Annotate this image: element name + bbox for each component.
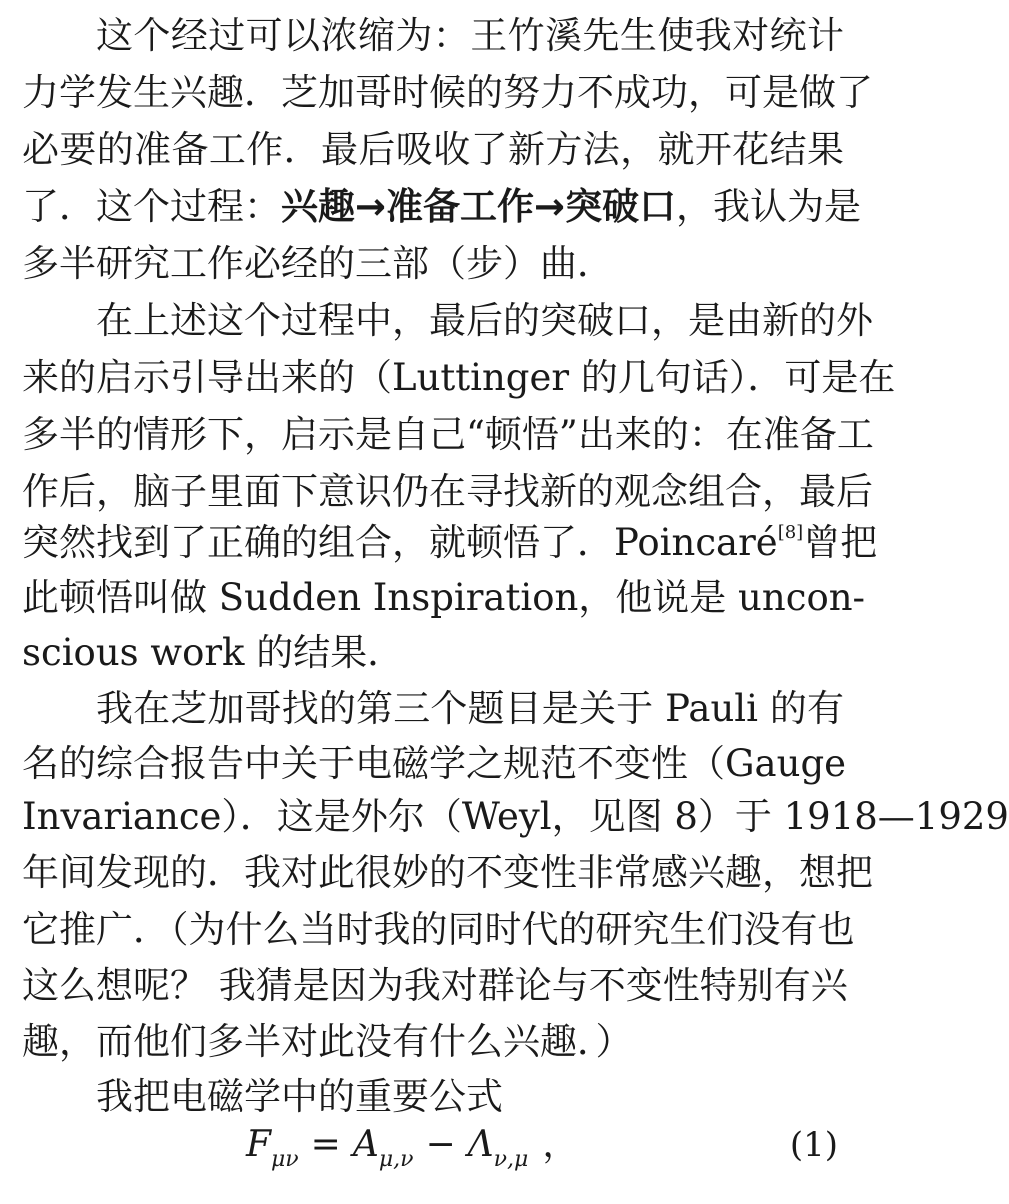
eq-minus: − [425, 1124, 456, 1165]
paragraph-1-line-5: 多半研究工作必经的三部（步）曲． [22, 242, 614, 285]
paragraph-3-line-6: 这么想呢？ 我猜是因为我对群论与不变性特别有兴 [22, 964, 848, 1007]
line-4-prefix: 了．这个过程： [22, 185, 281, 228]
paragraph-1-line-3: 必要的准备工作．最后吸收了新方法，就开花结果 [22, 128, 844, 171]
paragraph-4-line-1: 我把电磁学中的重要公式 [96, 1075, 503, 1118]
line-5-prefix: 突然找到了正确的组合，就顿悟了．Poincaré [22, 521, 778, 564]
paragraph-2-line-3: 多半的情形下，启示是自己“顿悟”出来的：在准备工 [22, 413, 874, 456]
eq-term2-subscript: ν,μ [493, 1147, 529, 1172]
paragraph-3-line-5: 它推广．（为什么当时我的同时代的研究生们没有也 [22, 908, 855, 951]
process-emphasis: 兴趣→准备工作→突破口 [281, 185, 677, 228]
paragraph-2-line-1: 在上述这个过程中，最后的突破口，是由新的外 [96, 299, 873, 342]
paragraph-2-line-6: 此顿悟叫做 Sudden Inspiration，他说是 uncon- [22, 576, 866, 619]
eq-lhs-symbol: F [246, 1124, 271, 1165]
paragraph-1-line-2: 力学发生兴趣．芝加哥时候的努力不成功，可是做了 [22, 71, 873, 114]
eq-term1-symbol: A [352, 1124, 379, 1165]
equation-number: (1) [789, 1125, 838, 1165]
reference-marker: [8] [777, 521, 804, 543]
equation-1 [0, 1115, 866, 1175]
paragraph-2-line-2: 来的启示引导出来的（Luttinger 的几句话）．可是在 [22, 356, 896, 399]
eq-equals: = [310, 1124, 341, 1165]
eq-term2-symbol: Λ [467, 1124, 494, 1165]
eq-trailing-comma: ， [542, 1124, 579, 1165]
paragraph-3-line-3: Invariance）．这是外尔（Weyl，见图 8）于 1918—1929 [22, 795, 1009, 838]
line-5-suffix: 曾把 [803, 521, 878, 564]
line-4-suffix: ，我认为是 [676, 185, 862, 228]
paragraph-2-line-7: scious work 的结果． [22, 631, 405, 674]
paragraph-2-line-4: 作后，脑子里面下意识仍在寻找新的观念组合，最后 [22, 470, 873, 513]
paragraph-3-line-2: 名的综合报告中关于电磁学之规范不变性（Gauge [22, 742, 847, 785]
paragraph-2-line-5 [22, 515, 878, 571]
paragraph-1-line-1: 这个经过可以浓缩为：王竹溪先生使我对统计 [96, 14, 844, 57]
paragraph-3-line-7: 趣，而他们多半对此没有什么兴趣．） [22, 1020, 633, 1063]
paragraph-3-line-1: 我在芝加哥找的第三个题目是关于 Pauli 的有 [96, 687, 844, 730]
equation-body [246, 1115, 578, 1180]
paragraph-3-line-4: 年间发现的．我对此很妙的不变性非常感兴趣，想把 [22, 851, 873, 894]
eq-term1-subscript: μ,ν [378, 1147, 414, 1172]
eq-lhs-subscript: μν [270, 1147, 299, 1172]
paragraph-1-line-4 [22, 179, 862, 235]
